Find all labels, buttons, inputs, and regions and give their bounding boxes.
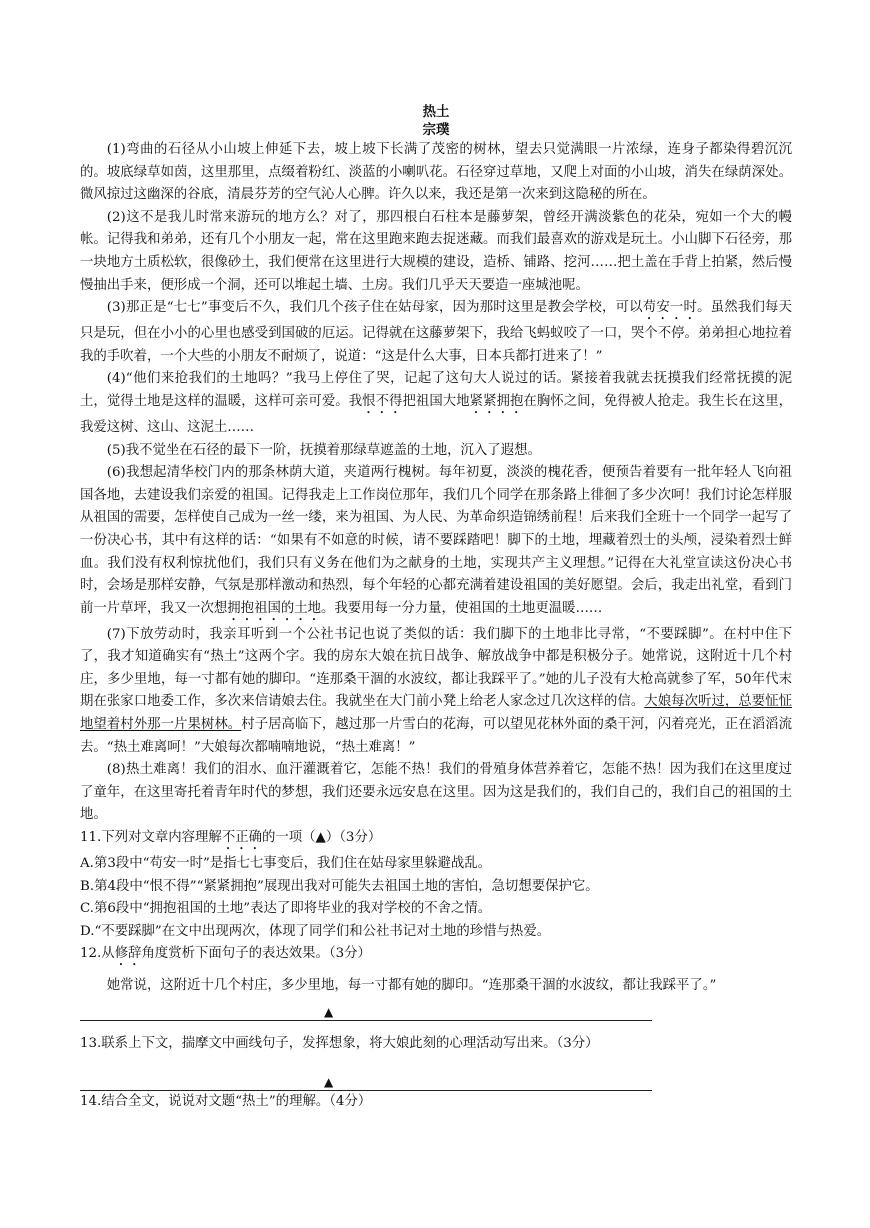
spacer (80, 1056, 792, 1068)
emphasis-xiuci: 修辞 (114, 946, 142, 962)
answer-line-13[interactable] (80, 1068, 652, 1091)
question-12-text-a: 12.从 (80, 946, 115, 962)
paragraph-3 (80, 297, 792, 368)
paragraph-4-text-b: 把祖国大地 (402, 393, 470, 409)
emphasis-hen-bu-de: 恨不得 (362, 393, 403, 409)
underlined-sentence: 大娘每次听过，总要怔怔地望着村外那一片果树林。 (80, 694, 793, 733)
blank-marker: ▲ (324, 1005, 334, 1019)
paragraph-1: (1)弯曲的石径从小山坡上伸延下去，坡上坡下长满了茂密的树林，望去只觉满眼一片浓绿，连身子都染得碧沉沉的。坡底绿草如茵，这里那里，点缀着粉红、淡蓝的小喇叭花。石径穿过草地，又爬上对面的小山坡，消失在绿荫深处。微风掠过这幽深的谷底，清晨芬芳的空气沁人心脾。许久以来，我还是第一次来到这隐秘的所在。 (80, 142, 792, 203)
option-b: B.第4段中“恨不得”“紧紧拥抱”展现出我对可能失去祖国土地的害怕，急切想要保护它。 (80, 878, 599, 894)
paragraph-6 (80, 462, 792, 624)
paragraph-2: (2)这不是我儿时常来游玩的地方么？对了，那四根白石柱本是藤萝架，曾经开满淡紫色的花朵，宛如一个大的幔帐。记得我和弟弟，还有几个小朋友一起，常在这里跑来跑去捉迷藏。而我们最喜欢的游戏是玩土。小山脚下石径旁，那一块地方土质松软，很像砂土，我们便常在这里进行大规模的建设，造桥、铺路、挖河……把土盖在手背上拍紧，然后慢慢抽出手来，便形成一个洞，还可以堆起土墙、土房。我们几乎天天要造一座城池呢。 (80, 209, 792, 293)
paragraph-3-text-b: 。虽然我们每天只是玩，但在小小的心里也感受到国破的厄运。记得就在这藤萝架下，我给飞蚂蚁咬了一口，哭个不停。弟弟担心地拉着我的手吹着，一个大些的小朋友不耐烦了，说道：“这是什么大事，日本兵都打进来了！” (80, 300, 793, 364)
paragraph-6-text-a: (6)我想起清华校门内的那条林荫大道，夹道两行槐树。每年初夏，淡淡的槐花香，便预告着要有一批年轻人飞向祖国各地，去建设我们亲爱的祖国。记得我走上工作岗位那年，我们几个同学在那条路上徘徊了多少次呵！我们讨论怎样服从祖国的需要，怎样使自己成为一丝一缕，来为祖国、为人民、为革命织造锦绣前程！后来我们全班十一个同学一起写了一份决心书，其中有这样的话：“如果有不如意的时候，请不要踩踏吧！脚下的土地，埋藏着烈士的头颅，浸染着烈士鲜血。我们没有权利惊扰他们，我们只有义务在他们为之献身的土地，实现共产主义理想。”记得在大礼堂宣读这份决心书时，会场是那样安静，气氛是那样激动和热烈，每个年轻的心都充满着建设祖国的美好愿望。会后，我走出礼堂，看到门前一片草坪，我又一次想 (80, 465, 792, 616)
paragraph-8: (8)热土难离！我们的泪水、血汗灌溉着它，怎能不热！我们的骨殖身体营养着它，怎能不热！因为我们在这里度过了童年，在这里寄托着青年时代的梦想，我们还要永远安息在这里。因为这是我们的，我们自己的，我们自己的祖国的土地。 (80, 762, 792, 823)
option-c: C.第6段中“拥抱祖国的土地”表达了即将毕业的我对学校的不舍之情。 (80, 901, 492, 917)
question-12 (80, 943, 792, 969)
question-13: 13.联系上下文，揣摩文中画线句子，发挥想象，将大娘此刻的心理活动写出来。（3分） (80, 1036, 599, 1051)
question-12-text-b: 角度赏析下面句子的表达效果。（3分） (141, 946, 371, 962)
question-14: 14.结合全文，说说对文题“热土”的理解。（4分） (80, 1093, 372, 1109)
emphasis-jinjin-yongbao: 紧紧拥抱 (469, 393, 524, 409)
article-title: 热土 (422, 104, 450, 120)
answer-line-12[interactable] (80, 998, 652, 1021)
article-author: 宗璞 (422, 122, 450, 138)
question-11-text-a: 11.下列对文章内容理解 (80, 830, 222, 846)
emphasis-yongbao-tudi: 拥抱祖国的土地 (227, 600, 322, 616)
paragraph-7-text-b: 村子居高临下，越过那一片雪白的花海，可以望见花林外面的桑干河，闪着亮光，正在滔滔流去。“热土难离呵！”大娘每次都喃喃地说，“热土难离！” (80, 717, 792, 755)
paragraph-4-text-c: 在胸怀之间，免得被人抢走。我生长在这里，我爱这树、这山、这泥土…… (80, 393, 793, 435)
document-body (80, 103, 792, 1113)
paragraph-4 (80, 368, 792, 439)
question-11-text-b: 的一项（▲）（3分） (261, 830, 382, 846)
paragraph-3-text-a: (3)那正是“七七”事变后不久，我们几个孩子住在姑母家，因为那时这里是教会学校，可以 (106, 300, 643, 316)
option-d: D.“不要踩脚”在文中出现两次，体现了同学们和公社书记对土地的珍惜与热爱。 (80, 923, 551, 939)
blank-marker: ▲ (324, 1074, 334, 1089)
emphasis-gouan-yishi: 苟安一时 (642, 300, 698, 316)
option-a: A.第3段中“苟安一时”是指七七事变后，我们住在姑母家里躲避战乱。 (80, 856, 492, 872)
paragraph-6-text-b: 。我要用每一分力量，使祖国的土地更温暖…… (321, 600, 603, 616)
paragraph-7-text-a: (7)下放劳动时，我亲耳听到一个公社书记也说了类似的话：我们脚下的土地非比寻常，“不要踩脚”。在村中住下了，我才知道确实有“热土”这两个字。我的房东大娘在抗日战争、解放战争中都是积极分子。她常说，这附近十几个村庄，多少里地，每一寸都有她的脚印。“连那桑干涸的水波纹，都让我踩平了。”她的儿子没有大枪高就参了军，50年代末期在张家口地委工作，多次来信请娘去住。我就坐在大门前小凳上给老人家念过几次这样的信。 (80, 626, 792, 710)
spacer (80, 1021, 792, 1033)
paragraph-7 (80, 624, 792, 760)
paragraph-5: (5)我不觉坐在石径的最下一阶，抚摸着那绿草遮盖的土地，沉入了遐想。 (106, 442, 541, 458)
paragraph-4-text-a: (4)“他们来抢我们的土地吗？”我马上停住了哭，记起了这句大人说过的话。紧接着我就去抚摸我们经常抚摸的泥土，觉得土地是这样的温暖，这样可亲可爱。我 (80, 371, 792, 409)
question-11 (80, 827, 792, 853)
emphasis-bu-zhengque: 不正确 (221, 830, 262, 846)
question-12-quote: 她常说，这附近十几个村庄，多少里地，每一寸都有她的脚印。“连那桑干涸的水波纹，都让我踩平了。” (106, 978, 717, 994)
